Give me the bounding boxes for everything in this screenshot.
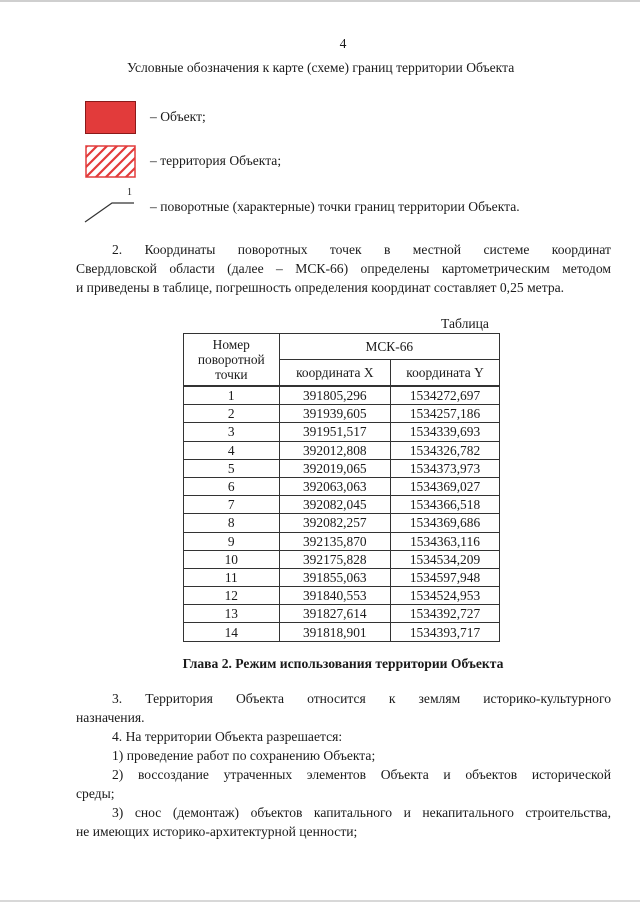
cell-point-number: 12	[184, 587, 280, 605]
cell-coordinate-y: 1534363,116	[391, 532, 500, 550]
table-row	[184, 459, 500, 477]
cell-point-number: 9	[184, 532, 280, 550]
cell-coordinate-y: 1534272,697	[391, 386, 500, 405]
cell-coordinate-y: 1534339,693	[391, 423, 500, 441]
table-row	[184, 423, 500, 441]
list-item-2-line-1: 2) воссоздание утраченных элементов Объекта и объектов исторической	[112, 767, 611, 782]
cell-point-number: 10	[184, 550, 280, 568]
page-top-edge	[0, 0, 640, 2]
list-item-3-line-2: не имеющих историко-архитектурной ценности;	[76, 824, 358, 839]
cell-coordinate-y: 1534326,782	[391, 441, 500, 459]
table-caption: Таблица	[441, 316, 489, 331]
table-row	[184, 532, 500, 550]
cell-coordinate-x: 391805,296	[279, 386, 390, 405]
solid-red-square-icon	[85, 101, 136, 134]
cell-coordinate-y: 1534393,717	[391, 623, 500, 641]
coordinates-table	[183, 333, 500, 642]
header-coordinate-x: координата X	[279, 359, 390, 386]
paragraph-3-line-2: назначения.	[76, 710, 145, 725]
legend-label-object: – Объект;	[150, 109, 206, 124]
list-item-3-line-1: 3) снос (демонтаж) объектов капитального и некапитального строительства,	[112, 805, 611, 820]
cell-point-number: 6	[184, 477, 280, 495]
cell-point-number: 7	[184, 496, 280, 514]
page-bottom-edge	[0, 900, 640, 902]
cell-coordinate-x: 391951,517	[279, 423, 390, 441]
table-row	[184, 587, 500, 605]
cell-coordinate-x: 391840,553	[279, 587, 390, 605]
cell-coordinate-y: 1534369,027	[391, 477, 500, 495]
table-row	[184, 441, 500, 459]
cell-point-number: 4	[184, 441, 280, 459]
cell-coordinate-x: 392019,065	[279, 459, 390, 477]
cell-coordinate-y: 1534524,953	[391, 587, 500, 605]
table-row	[184, 386, 500, 405]
turning-point-line-icon	[82, 186, 142, 226]
cell-point-number: 13	[184, 605, 280, 623]
table-row	[184, 568, 500, 586]
header-point-number: Номер поворотной точки	[184, 334, 280, 387]
legend-label-turning-points: – поворотные (характерные) точки границ территории Объекта.	[150, 199, 520, 214]
table-row	[184, 496, 500, 514]
cell-coordinate-y: 1534597,948	[391, 568, 500, 586]
legend-title: Условные обозначения к карте (схеме) границ территории Объекта	[127, 60, 515, 75]
cell-coordinate-y: 1534257,186	[391, 405, 500, 423]
cell-point-number: 8	[184, 514, 280, 532]
hatched-red-square-icon	[85, 145, 136, 178]
cell-point-number: 2	[184, 405, 280, 423]
cell-point-number: 11	[184, 568, 280, 586]
paragraph-3-line-1: 3. Территория Объекта относится к землям историко-культурного	[112, 691, 611, 706]
table-row	[184, 605, 500, 623]
table-row	[184, 550, 500, 568]
cell-coordinate-x: 392063,063	[279, 477, 390, 495]
list-item-2-line-2: среды;	[76, 786, 115, 801]
cell-point-number: 14	[184, 623, 280, 641]
paragraph-4: 4. На территории Объекта разрешается:	[112, 729, 343, 744]
cell-point-number: 5	[184, 459, 280, 477]
paragraph-2-line-3: и приведены в таблице, погрешность определения координат составляет 0,25 метра.	[76, 280, 565, 295]
header-coordinate-y: координата Y	[391, 359, 500, 386]
cell-coordinate-x: 392135,870	[279, 532, 390, 550]
cell-coordinate-x: 392082,257	[279, 514, 390, 532]
turning-point-marker: 1	[127, 187, 132, 198]
page-number: 4	[339, 36, 347, 51]
legend-label-territory: – территория Объекта;	[150, 153, 282, 168]
cell-coordinate-x: 391855,063	[279, 568, 390, 586]
cell-coordinate-y: 1534369,686	[391, 514, 500, 532]
cell-coordinate-x: 391939,605	[279, 405, 390, 423]
cell-coordinate-x: 391818,901	[279, 623, 390, 641]
paragraph-2-line-1: 2. Координаты поворотных точек в местной системе координат	[112, 242, 611, 257]
cell-coordinate-x: 392082,045	[279, 496, 390, 514]
table-row	[184, 514, 500, 532]
table-row	[184, 405, 500, 423]
header-coordinate-system: МСК-66	[279, 334, 499, 360]
cell-coordinate-x: 392012,808	[279, 441, 390, 459]
cell-point-number: 1	[184, 386, 280, 405]
cell-coordinate-y: 1534534,209	[391, 550, 500, 568]
table-row	[184, 477, 500, 495]
paragraph-2-line-2: Свердловской области (далее – МСК-66) определены картометрическим методом	[76, 261, 611, 276]
cell-coordinate-x: 392175,828	[279, 550, 390, 568]
cell-coordinate-y: 1534392,727	[391, 605, 500, 623]
cell-point-number: 3	[184, 423, 280, 441]
chapter-2-heading: Глава 2. Режим использования территории Объекта	[182, 656, 504, 671]
cell-coordinate-y: 1534366,518	[391, 496, 500, 514]
coordinates-table-wrapper	[183, 333, 500, 642]
cell-coordinate-y: 1534373,973	[391, 459, 500, 477]
list-item-1: 1) проведение работ по сохранению Объекта;	[112, 748, 376, 763]
cell-coordinate-x: 391827,614	[279, 605, 390, 623]
table-row	[184, 623, 500, 641]
